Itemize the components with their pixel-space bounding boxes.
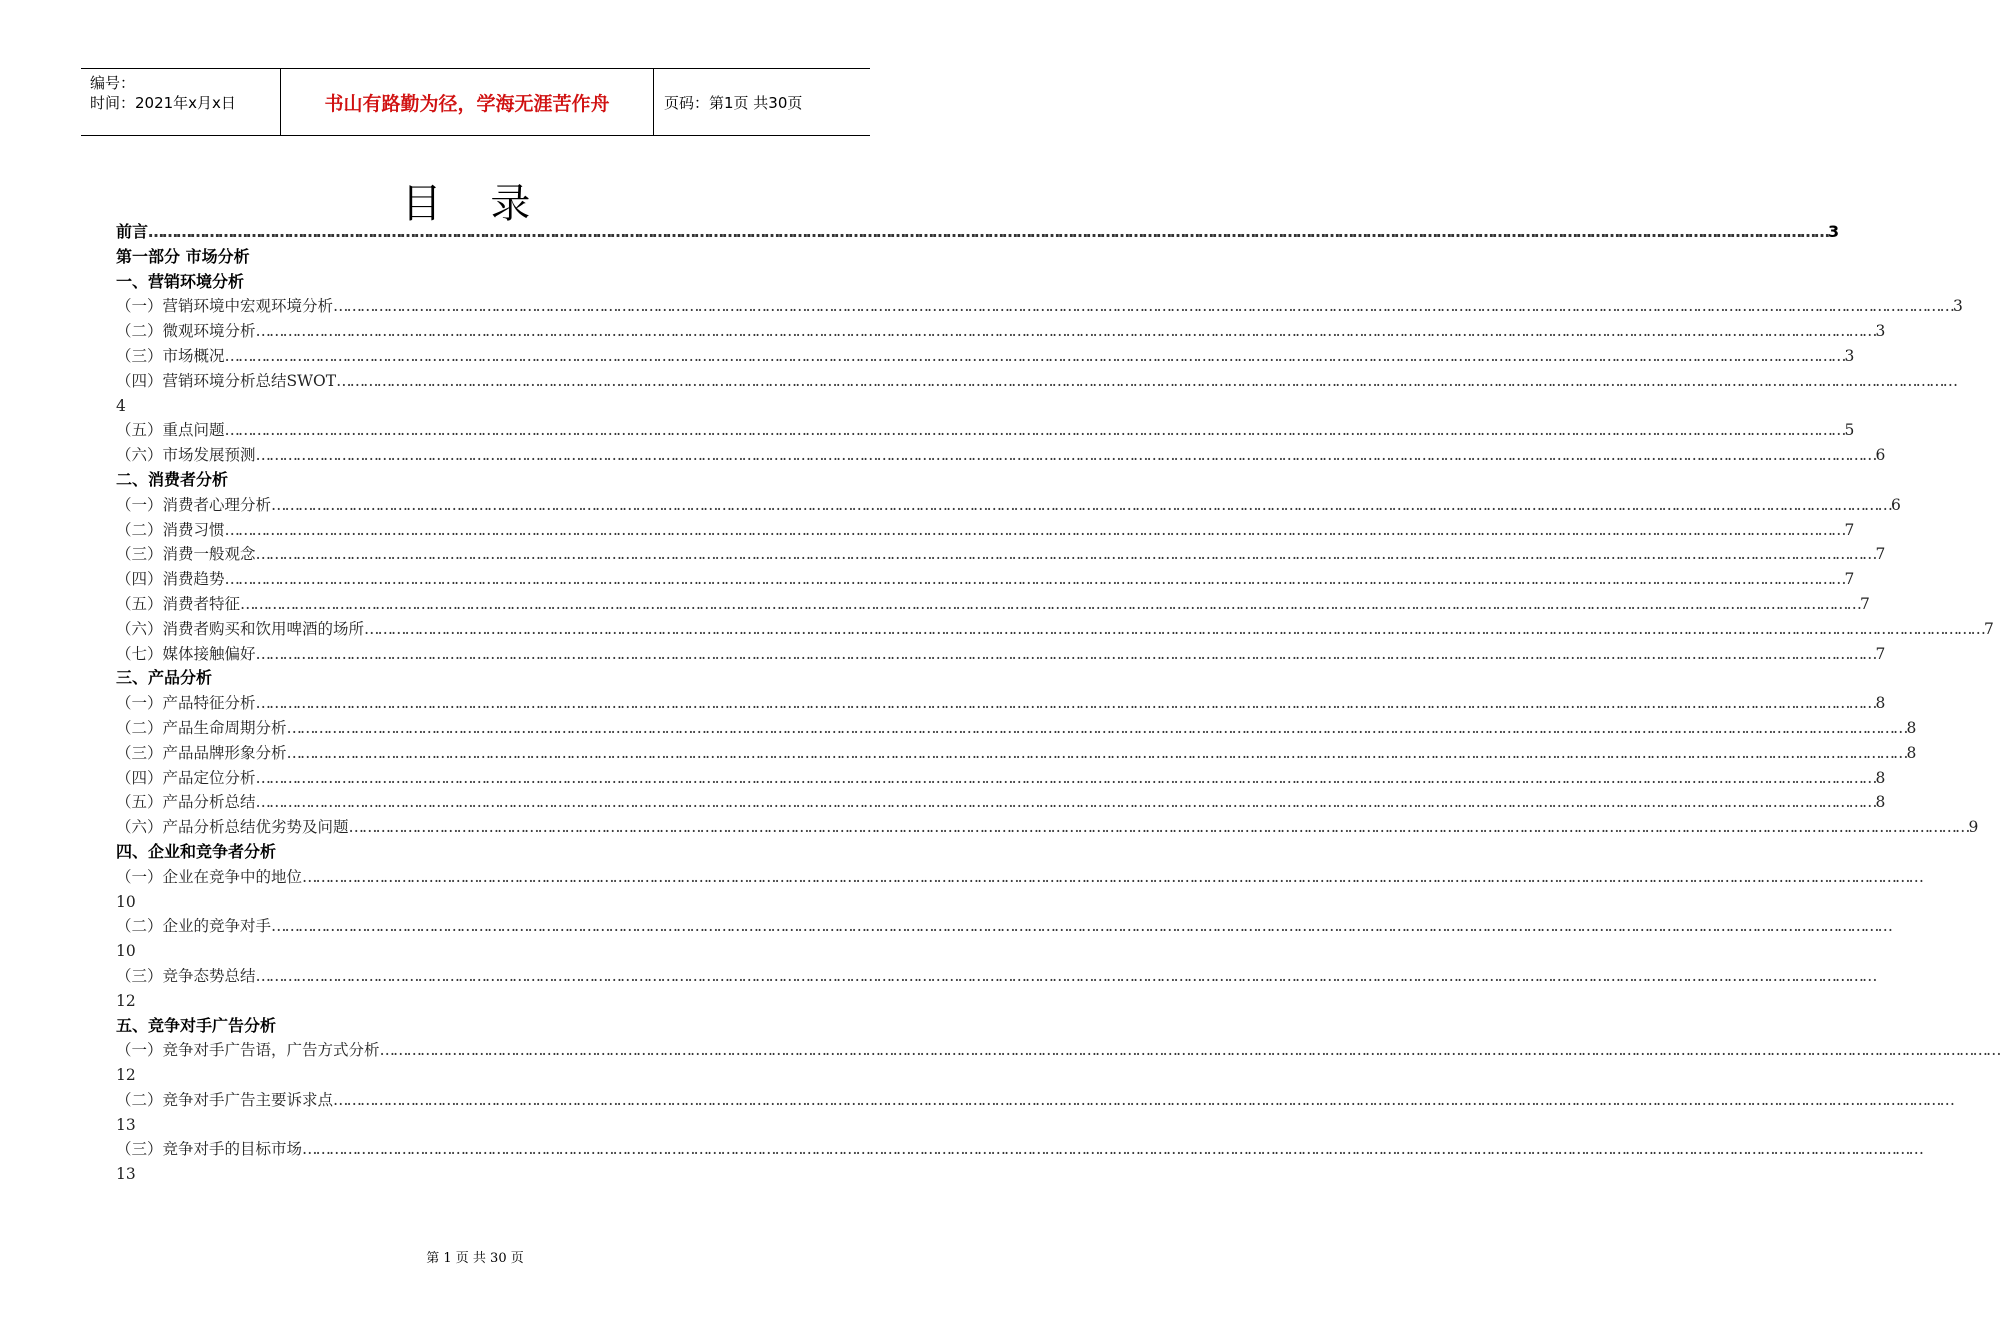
- toc-entry[interactable]: [116, 766, 1886, 791]
- toc-entry[interactable]: [116, 741, 1917, 766]
- toc-leader-dots: ………………………………………………………………………………………………………………………………………………………………………………………………………………………………………………………………………………………………………………………………: [286, 743, 1907, 762]
- toc-leader-dots: ………………………………………………………………………………………………………………………………………………………………………………………………………………………………………………………………………………………………………………………………: [224, 570, 1845, 589]
- toc-entry-label: （一）消费者心理分析: [116, 495, 272, 514]
- toc-entry[interactable]: [116, 790, 1886, 815]
- document-number-label: 编号：: [90, 74, 136, 92]
- toc-entry-label: （二）竞争对手广告主要诉求点: [116, 1090, 334, 1109]
- page-title: 目 录: [401, 181, 549, 227]
- toc-entry-label: （二）产品生命周期分析: [116, 718, 287, 737]
- toc-entry-label: （二）微观环境分析: [116, 322, 256, 341]
- document-header: [81, 68, 870, 136]
- toc-entry-label: （五）重点问题: [116, 421, 225, 440]
- toc-entry-label: （一）营销环境中宏观环境分析: [116, 297, 334, 316]
- toc-leader-dots: ………………………………………………………………………………………………………………………………………………………………………………………………………………………………………………………………………………………………………………………………: [333, 297, 1954, 316]
- toc-heading: 第一部分 市场分析: [116, 246, 250, 266]
- toc-entry[interactable]: [116, 691, 1886, 716]
- toc-page-number: 7: [1875, 644, 1886, 663]
- toc-entry-label: （三）竞争对手的目标市场: [116, 1140, 303, 1159]
- toc-page-number: 10: [116, 892, 136, 911]
- toc-entry[interactable]: [116, 369, 1957, 394]
- toc-entry[interactable]: [116, 617, 1994, 642]
- toc-entry-label: （一）企业在竞争中的地位: [116, 867, 303, 886]
- toc-entry[interactable]: [116, 542, 1886, 567]
- toc-entry[interactable]: [116, 642, 1886, 667]
- toc-entry-label: （五）产品分析总结: [116, 793, 256, 812]
- toc-leader-dots: ………………………………………………………………………………………………………………………………………………………………………………………………………………………………………………………………………………………………………………………………: [271, 917, 1892, 936]
- toc-leader-dots: ………………………………………………………………………………………………………………………………………………………………………………………………………………………………………………………………………………………………………………………………: [255, 322, 1876, 341]
- toc-entry-label: （三）产品品牌形象分析: [116, 743, 287, 762]
- toc-leader-dots: ………………………………………………………………………………………………………………………………………………………………………………………………………………………………………………………………………………………………………………………………: [379, 1041, 2000, 1060]
- toc-entry[interactable]: [116, 518, 1855, 543]
- toc-heading: 四、企业和竞争者分析: [116, 841, 277, 861]
- toc-entry-label: 前言: [116, 222, 149, 241]
- toc-heading: 五、竞争对手广告分析: [116, 1015, 277, 1035]
- toc-leader-dots: ………………………………………………………………………………………………………………………………………………………………………………………………………………………………………………………………………………………………………………………………: [302, 867, 1923, 886]
- toc-leader-dots: ………………………………………………………………………………………………………………………………………………………………………………………………………………………………………………………………………………………………………………………………: [255, 644, 1876, 663]
- toc-entry[interactable]: [116, 1088, 1954, 1113]
- toc-entry-label: （四）营销环境分析总结SWOT: [116, 371, 337, 390]
- toc-leader-dots: ………………………………………………………………………………………………………………………………………………………………………………………………………………………………………………………………………………………………………………………………: [148, 222, 1829, 241]
- toc-entry[interactable]: [116, 1137, 1923, 1162]
- toc-page-number: 4: [116, 396, 126, 415]
- toc-leader-dots: ………………………………………………………………………………………………………………………………………………………………………………………………………………………………………………………………………………………………………………………………: [255, 446, 1876, 465]
- toc-entry-label: （二）消费习惯: [116, 520, 225, 539]
- toc-entry[interactable]: [116, 418, 1855, 443]
- toc-entry[interactable]: [116, 220, 1840, 245]
- toc-page-number: 7: [1984, 619, 1994, 638]
- toc-page-number: 5: [1844, 421, 1855, 440]
- toc-leader-dots: ………………………………………………………………………………………………………………………………………………………………………………………………………………………………………………………………………………………………………………………………: [255, 966, 1876, 985]
- toc-page-number: 8: [1906, 718, 1917, 737]
- header-page-info: 页码：第1页 共30页: [664, 93, 803, 112]
- table-of-contents: [116, 220, 2000, 1187]
- toc-page-number: 7: [1860, 594, 1870, 613]
- toc-entry-label: （五）消费者特征: [116, 594, 241, 613]
- toc-leader-dots: ………………………………………………………………………………………………………………………………………………………………………………………………………………………………………………………………………………………………………………………………: [364, 619, 1985, 638]
- toc-leader-dots: ………………………………………………………………………………………………………………………………………………………………………………………………………………………………………………………………………………………………………………………………: [255, 545, 1876, 564]
- toc-page-number: 3: [1953, 297, 1963, 316]
- toc-leader-dots: ………………………………………………………………………………………………………………………………………………………………………………………………………………………………………………………………………………………………………………………………: [224, 421, 1845, 440]
- toc-entry-label: （七）媒体接触偏好: [116, 644, 256, 663]
- toc-leader-dots: ………………………………………………………………………………………………………………………………………………………………………………………………………………………………………………………………………………………………………………………………: [255, 694, 1876, 713]
- toc-entry[interactable]: [116, 567, 1855, 592]
- toc-page-number: 6: [1891, 495, 1901, 514]
- toc-page-number: 13: [116, 1165, 136, 1184]
- toc-leader-dots: ………………………………………………………………………………………………………………………………………………………………………………………………………………………………………………………………………………………………………………………………: [271, 495, 1892, 514]
- toc-leader-dots: ………………………………………………………………………………………………………………………………………………………………………………………………………………………………………………………………………………………………………………………………: [255, 768, 1876, 787]
- toc-entry-label: （一）竞争对手广告语，广告方式分析: [116, 1041, 380, 1060]
- toc-leader-dots: ………………………………………………………………………………………………………………………………………………………………………………………………………………………………………………………………………………………………………………………………: [302, 1140, 1923, 1159]
- toc-entry[interactable]: [116, 914, 1892, 939]
- toc-page-number: 3: [1875, 322, 1886, 341]
- toc-leader-dots: ………………………………………………………………………………………………………………………………………………………………………………………………………………………………………………………………………………………………………………………………: [336, 371, 1957, 390]
- toc-page-number: 7: [1844, 570, 1855, 589]
- page-footer: 第 1 页 共 30 页: [426, 1251, 524, 1266]
- toc-entry-label: （四）消费趋势: [116, 570, 225, 589]
- toc-page-number: 3: [1844, 346, 1855, 365]
- toc-entry[interactable]: [116, 443, 1886, 468]
- toc-entry[interactable]: [116, 493, 1901, 518]
- toc-entry[interactable]: [116, 344, 1855, 369]
- toc-leader-dots: ………………………………………………………………………………………………………………………………………………………………………………………………………………………………………………………………………………………………………………………………: [286, 718, 1907, 737]
- document-date: 时间：2021年x月x日: [90, 94, 236, 112]
- header-motto: 书山有路勤为径，学海无涯苦作舟: [281, 69, 654, 135]
- toc-page-number: 12: [116, 1066, 136, 1085]
- toc-entry-label: （六）市场发展预测: [116, 446, 256, 465]
- toc-page-number: 8: [1875, 694, 1886, 713]
- toc-page-number: 6: [1875, 446, 1886, 465]
- toc-entry-label: （六）产品分析总结优劣势及问题: [116, 818, 349, 837]
- toc-page-number: 10: [116, 942, 136, 961]
- toc-heading: 二、消费者分析: [116, 469, 229, 489]
- toc-leader-dots: ………………………………………………………………………………………………………………………………………………………………………………………………………………………………………………………………………………………………………………………………: [255, 793, 1876, 812]
- toc-page-number: 8: [1875, 793, 1886, 812]
- toc-entry-label: （四）产品定位分析: [116, 768, 256, 787]
- toc-entry[interactable]: [116, 294, 1963, 319]
- toc-leader-dots: ………………………………………………………………………………………………………………………………………………………………………………………………………………………………………………………………………………………………………………………………: [224, 520, 1845, 539]
- toc-leader-dots: ………………………………………………………………………………………………………………………………………………………………………………………………………………………………………………………………………………………………………………………………: [240, 594, 1861, 613]
- toc-leader-dots: ………………………………………………………………………………………………………………………………………………………………………………………………………………………………………………………………………………………………………………………………: [224, 346, 1845, 365]
- toc-page-number: 13: [116, 1115, 136, 1134]
- toc-page-number: 7: [1844, 520, 1855, 539]
- toc-entry[interactable]: [116, 716, 1917, 741]
- toc-entry[interactable]: [116, 815, 1979, 840]
- header-meta: [81, 69, 281, 135]
- toc-entry-label: （三）消费一般观念: [116, 545, 256, 564]
- toc-heading: 一、营销环境分析: [116, 271, 245, 291]
- toc-entry-label: （一）产品特征分析: [116, 694, 256, 713]
- toc-page-number: 8: [1906, 743, 1917, 762]
- toc-entry[interactable]: [116, 1038, 2000, 1063]
- toc-entry[interactable]: [116, 319, 1886, 344]
- toc-leader-dots: ………………………………………………………………………………………………………………………………………………………………………………………………………………………………………………………………………………………………………………………………: [333, 1090, 1954, 1109]
- toc-entry-label: （三）市场概况: [116, 346, 225, 365]
- toc-page-number: 9: [1968, 818, 1979, 837]
- toc-leader-dots: ………………………………………………………………………………………………………………………………………………………………………………………………………………………………………………………………………………………………………………………………: [348, 818, 1969, 837]
- toc-heading: 三、产品分析: [116, 668, 213, 688]
- toc-entry[interactable]: [116, 865, 1923, 890]
- toc-entry-label: （三）竞争态势总结: [116, 966, 256, 985]
- toc-page-number: 12: [116, 991, 136, 1010]
- toc-entry[interactable]: [116, 964, 1876, 989]
- toc-page-number: 7: [1875, 545, 1886, 564]
- toc-page-number: 8: [1875, 768, 1886, 787]
- toc-entry-label: （二）企业的竞争对手: [116, 917, 272, 936]
- toc-page-number: 3: [1828, 222, 1840, 241]
- toc-entry[interactable]: [116, 592, 1870, 617]
- toc-entry-label: （六）消费者购买和饮用啤酒的场所: [116, 619, 365, 638]
